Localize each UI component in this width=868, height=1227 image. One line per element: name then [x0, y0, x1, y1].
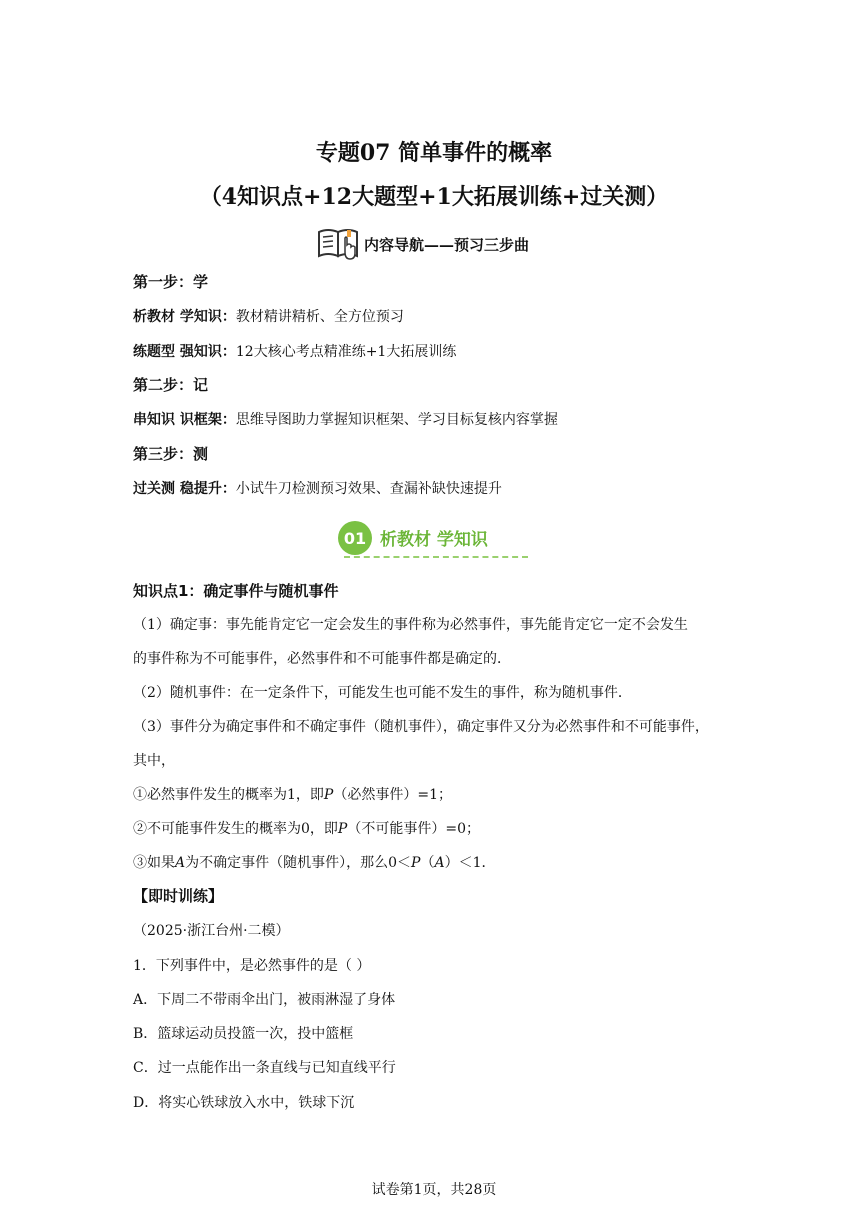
step2-line1: [133, 409, 558, 429]
practice-question: 1．下列事件中，是必然事件的是（ ）: [133, 958, 371, 974]
step1-line1-label: 析教材 学知识：: [133, 309, 236, 325]
c2-var: P: [337, 821, 348, 837]
step3-line1-text: 小试牛刀检测预习效果、查漏补缺快速提升: [235, 481, 502, 497]
c3-post: ）＜1．: [444, 855, 496, 871]
c2-pre: ②不可能事件发生的概率为0，即: [133, 821, 338, 837]
knowledge-p3a: （3）事件分为确定事件和不确定事件（随机事件），确定事件又分为必然事件和不可能事件，: [133, 719, 709, 735]
step3-line1-label: 过关测 稳提升：: [133, 481, 236, 497]
knowledge-p1a: （1）确定事：事先能肯定它一定会发生的事件称为必然事件，事先能肯定它一定不会发生: [133, 617, 688, 633]
c1-var: P: [323, 787, 334, 803]
knowledge-c3: [133, 852, 496, 872]
content-nav: [316, 226, 529, 262]
knowledge-p1b: 的事件称为不可能事件，必然事件和不可能事件都是确定的．: [133, 651, 511, 667]
c3-var2: P: [411, 855, 421, 871]
option-d: D．将实心铁球放入水中，铁球下沉: [133, 1095, 355, 1111]
step2-line1-label: 串知识 识框架：: [133, 412, 236, 428]
c1-post: （必然事件）=1；: [333, 787, 452, 803]
c3-pre: ③如果: [133, 855, 175, 871]
c3-mid2: （: [420, 855, 435, 871]
section-title: 析教材 学知识: [380, 529, 488, 550]
practice-heading: 【即时训练】: [133, 887, 224, 905]
option-a: A．下周二不带雨伞出门，被雨淋湿了身体: [133, 992, 396, 1008]
section-divider: [344, 556, 528, 558]
c3-mid: 为不确定事件（随机事件），那么0＜: [185, 855, 412, 871]
step3-title: 第三步：测: [133, 445, 209, 463]
page-title: 专题07 简单事件的概率: [315, 140, 553, 166]
step2-title: 第二步：记: [133, 376, 209, 394]
nav-label: 内容导航——预习三步曲: [364, 235, 530, 254]
c2-post: （不可能事件）=0；: [347, 821, 480, 837]
step1-line1-text: 教材精讲精析、全方位预习: [235, 309, 404, 325]
knowledge-title: 知识点1：确定事件与随机事件: [133, 582, 339, 600]
step1-line1: [133, 306, 404, 326]
knowledge-c2: [133, 818, 480, 838]
page-subtitle: （4知识点+12大题型+1大拓展训练+过关测）: [199, 184, 669, 210]
practice-source: （2025·浙江台州·二模）: [133, 923, 290, 939]
step1-line2: [133, 341, 456, 361]
knowledge-p3b: 其中，: [133, 753, 175, 769]
step2-line1-text: 思维导图助力掌握知识框架、学习目标复核内容掌握: [235, 412, 558, 428]
knowledge-p2: （2）随机事件：在一定条件下，可能发生也可能不发生的事件，称为随机事件．: [133, 685, 632, 701]
section-number: 01: [338, 521, 372, 555]
page-footer: 试卷第1页，共28页: [371, 1182, 497, 1198]
section-badge: [338, 520, 488, 556]
step1-line2-text: 12大核心考点精准练+1大拓展训练: [235, 344, 457, 360]
c3-var3: A: [434, 855, 445, 871]
option-b: B．篮球运动员投篮一次，投中篮框: [133, 1026, 354, 1042]
c1-pre: ①必然事件发生的概率为1，即: [133, 787, 324, 803]
knowledge-c1: [133, 784, 452, 804]
step1-title: 第一步：学: [133, 273, 209, 291]
c3-var: A: [175, 855, 186, 871]
book-pointer-icon: [316, 226, 362, 262]
step1-line2-label: 练题型 强知识：: [133, 344, 236, 360]
option-c: C．过一点能作出一条直线与已知直线平行: [133, 1060, 396, 1076]
step3-line1: [133, 478, 502, 498]
